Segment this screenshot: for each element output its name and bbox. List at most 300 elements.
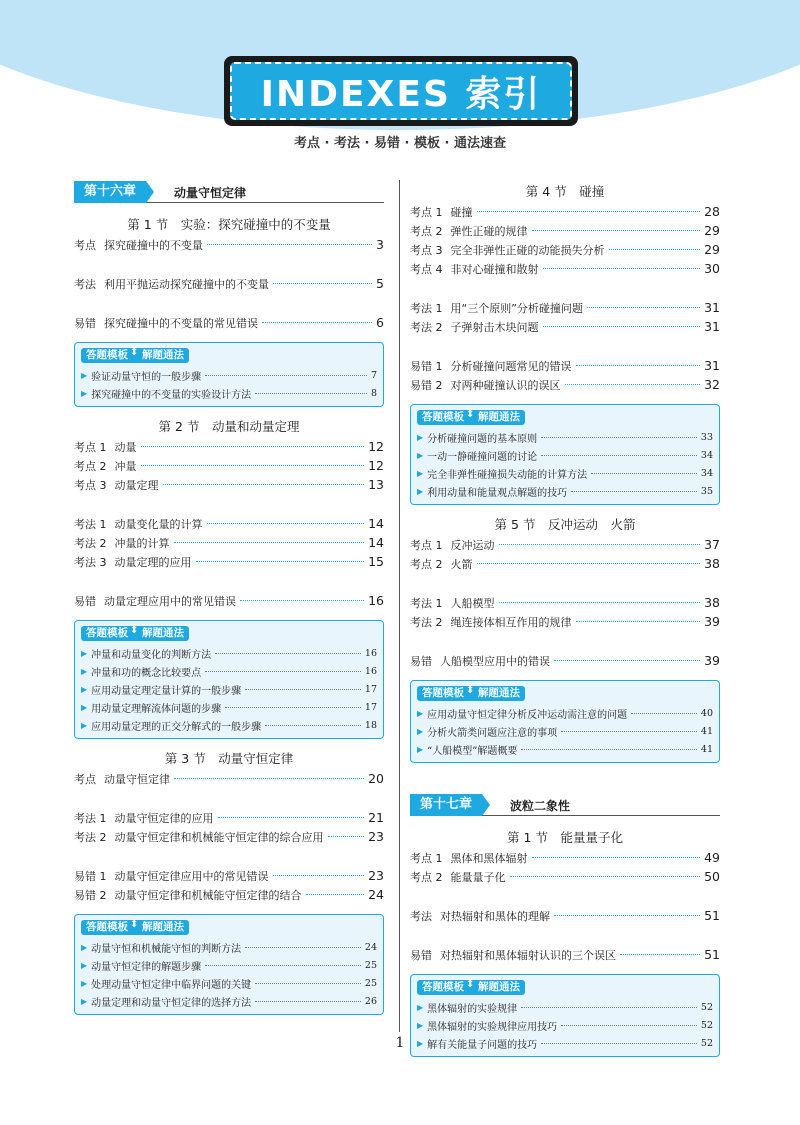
template-entry-title: 动量定理和动量守恒定律的选择方法 [91,997,252,1009]
chapter-tag: 第十六章 [74,181,146,203]
leader-dots [541,437,697,438]
leader-dots [521,749,697,750]
entry-label: 考法 2 [74,536,107,550]
leader-dots [576,621,701,622]
section-title: 第 1 节 实验：探究碰撞中的不变量 [127,217,331,232]
triangle-bullet-icon: ▶ [417,1002,424,1012]
template-entry-page: 26 [364,995,377,1007]
template-entry[interactable] [417,482,713,500]
entry-title: 动量定理 [114,478,159,492]
entry-page: 38 [704,556,720,571]
section-title: 第 3 节 动量守恒定律 [164,751,294,766]
entry-page: 23 [368,868,384,883]
template-entry[interactable] [417,428,713,446]
group-spacer [74,571,384,591]
entry-label: 考点 [74,238,96,252]
index-entry[interactable] [74,808,384,827]
entry-title: 动量守恒定律和机械能守恒定律的综合应用 [114,830,324,844]
template-entry[interactable] [417,1016,713,1034]
template-entry-title: 一动一静碰撞问题的讨论 [427,451,538,463]
template-label: 答题模板 [81,626,133,641]
entry-label: 考点 3 [74,478,107,492]
template-entry-page: 8 [370,387,377,399]
template-entry[interactable] [81,384,377,402]
entry-title: 冲量的计算 [114,536,170,550]
leader-dots [532,230,701,231]
entry-title: 分析碰撞问题常见的错误 [450,359,572,373]
triangle-bullet-icon: ▶ [417,1038,424,1048]
template-box-header [417,409,713,426]
leader-dots [141,465,365,466]
template-entry-title: 动量守恒定律的解题步骤 [91,961,202,973]
entry-label: 考点 4 [410,262,443,276]
group-spacer [74,293,384,313]
entry-label: 考法 2 [410,320,443,334]
template-box-header [81,919,377,936]
entry-label: 考法 2 [410,615,443,629]
template-entry[interactable] [417,704,713,722]
entry-page: 24 [368,887,384,902]
method-label: 解题通法 [473,980,525,995]
index-entry[interactable] [74,274,384,293]
section-title: 第 1 节 能量量子化 [507,830,623,845]
index-entry[interactable] [74,591,384,610]
triangle-bullet-icon: ▶ [417,432,424,442]
entry-title: 火箭 [450,557,473,571]
page-number: 1 [395,1035,405,1051]
triangle-bullet-icon: ▶ [417,744,424,754]
chapter-header [74,180,384,205]
leader-dots [273,875,365,876]
leader-dots [245,947,361,948]
leader-dots [532,857,701,858]
triangle-bullet-icon: ▶ [81,720,88,730]
index-entry[interactable] [74,313,384,332]
template-entry-title: 处理动量守恒定律中临界问题的关键 [91,979,252,991]
template-entry[interactable] [81,992,377,1010]
template-box [74,620,384,739]
leader-dots [163,484,365,485]
entry-page: 31 [704,358,720,373]
leader-dots [207,244,372,245]
leader-dots [541,455,697,456]
template-entry-page: 17 [364,701,377,713]
entry-page: 21 [368,810,384,825]
template-entry-page: 7 [370,369,377,381]
template-label: 答题模板 [417,980,469,995]
template-entry[interactable] [81,680,377,698]
index-entry[interactable] [410,593,720,612]
template-entry-page: 40 [700,707,713,719]
entry-page: 23 [368,829,384,844]
template-box [410,680,720,763]
template-entry-page: 25 [364,977,377,989]
entry-title: 探究碰撞中的不变量 [104,238,203,252]
template-box [74,342,384,407]
leader-dots [306,894,365,895]
entry-label: 考点 1 [74,440,107,454]
entry-title: 动量定理应用中的常见错误 [104,594,236,608]
index-entry[interactable] [74,533,384,552]
updown-arrow-icon [469,686,473,701]
entry-page: 20 [368,771,384,786]
index-entry[interactable] [410,356,720,375]
template-label: 答题模板 [417,410,469,425]
title-banner [224,56,578,126]
leader-dots [205,965,361,966]
entry-title: 探究碰撞中的不变量的常见错误 [104,316,258,330]
template-entry-title: 应用动量定理的正交分解式的一般步骤 [91,721,262,733]
chapter-title: 动量守恒定律 [174,186,247,200]
entry-label: 易错 2 [410,378,443,392]
template-label: 答题模板 [81,920,133,935]
template-entry-page: 18 [364,719,377,731]
leader-dots [225,707,361,708]
template-entry-title: 黑体辐射的实验规律 [427,1003,518,1015]
group-spacer [410,925,720,945]
method-label: 解题通法 [137,348,189,363]
index-entry[interactable] [74,514,384,533]
entry-label: 考点 2 [410,557,443,571]
leader-dots [543,268,701,269]
template-label: 答题模板 [81,348,133,363]
entry-label: 考点 2 [410,870,443,884]
template-entry-page: 25 [364,959,377,971]
updown-arrow-icon [133,348,137,363]
entry-page: 32 [704,377,720,392]
group-spacer [74,494,384,514]
leader-dots [543,326,701,327]
entry-page: 6 [376,315,384,330]
entry-page: 37 [704,537,720,552]
template-entry-title: 冲量和功的概念比较要点 [91,667,202,679]
template-entry[interactable] [81,938,377,956]
template-entry-page: 34 [700,467,713,479]
index-entry[interactable] [410,867,720,886]
template-entry[interactable] [417,998,713,1016]
leader-dots [262,322,372,323]
template-entry-title: 黑体辐射的实验规律应用技巧 [427,1021,558,1033]
leader-dots [328,836,365,837]
triangle-bullet-icon: ▶ [81,370,88,380]
index-entry[interactable] [410,554,720,573]
template-entry-page: 35 [700,485,713,497]
template-box-header [81,347,377,364]
method-label: 解题通法 [473,410,525,425]
entry-title: 利用平抛运动探究碰撞中的不变量 [104,277,269,291]
entry-title: 动量守恒定律应用中的常见错误 [114,869,269,883]
entry-page: 39 [704,653,720,668]
index-entry[interactable] [410,651,720,670]
leader-dots [561,731,697,732]
index-entry[interactable] [410,945,720,964]
entry-label: 易错 [74,316,96,330]
index-entry[interactable] [410,298,720,317]
entry-label: 考法 1 [74,811,107,825]
leader-dots [273,283,372,284]
template-entry[interactable] [81,644,377,662]
updown-arrow-icon [133,626,137,641]
triangle-bullet-icon: ▶ [417,708,424,718]
template-entry-page: 17 [364,683,377,695]
template-entry-page: 34 [700,449,713,461]
entry-label: 考点 [74,772,96,786]
entry-page: 29 [704,242,720,257]
template-entry[interactable] [81,662,377,680]
entry-page: 39 [704,614,720,629]
entry-title: 反冲运动 [450,538,495,552]
template-entry-title: “人船模型”解题概要 [427,745,518,757]
index-entry[interactable] [74,456,384,475]
leader-dots [609,249,701,250]
entry-page: 51 [704,947,720,962]
leader-dots [215,653,361,654]
entry-title: 动量守恒定律的应用 [114,811,214,825]
index-entry[interactable] [74,552,384,571]
group-spacer [410,573,720,593]
leader-dots [554,915,700,916]
triangle-bullet-icon: ▶ [417,726,424,736]
template-entry-title: 分析碰撞问题的基本原则 [427,433,538,445]
template-entry[interactable] [417,722,713,740]
index-entry[interactable] [410,202,720,221]
entry-label: 考点 3 [410,243,443,257]
index-entry[interactable] [74,866,384,885]
triangle-bullet-icon: ▶ [81,666,88,676]
leader-dots [240,600,364,601]
index-entry[interactable] [410,375,720,394]
template-entry-title: 用动量定理解流体问题的步骤 [91,703,222,715]
leader-dots [561,1025,697,1026]
entry-label: 考法 2 [74,830,107,844]
triangle-bullet-icon: ▶ [417,1020,424,1030]
entry-page: 30 [704,261,720,276]
updown-arrow-icon [469,410,473,425]
leader-dots [207,523,365,524]
entry-label: 易错 2 [74,888,107,902]
leader-dots [631,713,697,714]
index-entry[interactable] [410,535,720,554]
template-entry[interactable] [417,740,713,758]
method-label: 解题通法 [473,686,525,701]
template-entry[interactable] [81,974,377,992]
entry-label: 考点 1 [410,851,443,865]
entry-title: 碰撞 [450,205,473,219]
entry-title: 动量变化量的计算 [114,517,203,531]
template-entry-page: 16 [364,647,377,659]
leader-dots [265,725,361,726]
template-entry[interactable] [417,446,713,464]
group-spacer [410,336,720,356]
entry-label: 考法 [410,909,432,923]
right-column [410,180,720,1067]
entry-page: 14 [368,535,384,550]
triangle-bullet-icon: ▶ [81,648,88,658]
section-title: 第 4 节 碰撞 [525,184,605,199]
triangle-bullet-icon: ▶ [81,942,88,952]
updown-arrow-icon [133,920,137,935]
triangle-bullet-icon: ▶ [81,978,88,988]
triangle-bullet-icon: ▶ [417,486,424,496]
entry-page: 49 [704,850,720,865]
index-entry[interactable] [74,437,384,456]
index-entry[interactable] [74,475,384,494]
leader-dots [510,876,701,877]
leader-dots [620,954,700,955]
template-entry-title: 动量守恒和机械能守恒的判断方法 [91,943,242,955]
leader-dots [499,544,701,545]
index-entry[interactable] [410,259,720,278]
template-entry-title: 分析火箭类问题应注意的事项 [427,727,558,739]
leader-dots [521,1007,697,1008]
template-box-header [81,625,377,642]
entry-page: 12 [368,439,384,454]
chapter-tag: 第十七章 [410,794,482,816]
entry-title: 人船模型 [450,596,495,610]
entry-label: 考法 1 [74,517,107,531]
triangle-bullet-icon: ▶ [81,684,88,694]
template-entry-title: 验证动量守恒的一般步骤 [91,371,202,383]
entry-page: 13 [368,477,384,492]
leader-dots [255,393,367,394]
template-box [410,404,720,505]
index-entry[interactable] [74,827,384,846]
entry-title: 用“三个原则”分析碰撞问题 [450,301,583,315]
template-entry[interactable] [81,716,377,734]
leader-dots [255,1001,361,1002]
leader-dots [554,660,700,661]
entry-title: 对两种碰撞认识的误区 [450,378,561,392]
entry-label: 考法 1 [410,596,443,610]
entry-title: 人船模型应用中的错误 [440,654,550,668]
chapter-spacer [410,773,720,793]
leader-dots [205,671,361,672]
group-spacer [74,846,384,866]
entry-label: 易错 [74,594,96,608]
index-entry[interactable] [410,317,720,336]
entry-title: 能量量子化 [450,870,506,884]
leader-dots [477,211,701,212]
index-entry[interactable] [74,769,384,788]
entry-page: 28 [704,204,720,219]
index-entry[interactable] [410,848,720,867]
entry-label: 考法 [74,277,96,291]
leader-dots [196,561,365,562]
template-entry-title: 应用动量守恒定律分析反冲运动需注意的问题 [427,709,628,721]
entry-label: 易错 1 [410,359,443,373]
entry-title: 黑体和黑体辐射 [450,851,528,865]
leader-dots [141,446,365,447]
leader-dots [587,307,700,308]
entry-label: 考法 1 [410,301,443,315]
group-spacer [410,278,720,298]
leader-dots [565,384,701,385]
template-entry-page: 16 [364,665,377,677]
leader-dots [205,375,367,376]
chapter-title: 波粒二象性 [510,799,571,813]
left-column [74,180,384,1025]
section-title: 第 2 节 动量和动量定理 [158,419,300,434]
entry-label: 易错 [410,948,432,962]
index-entry[interactable] [410,221,720,240]
entry-page: 38 [704,595,720,610]
leader-dots [591,473,697,474]
entry-page: 12 [368,458,384,473]
template-entry[interactable] [81,698,377,716]
entry-title: 绳连接体相互作用的规律 [450,615,572,629]
entry-page: 51 [704,908,720,923]
template-entry-title: 利用动量和能量观点解题的技巧 [427,487,568,499]
template-entry[interactable] [81,366,377,384]
entry-page: 29 [704,223,720,238]
template-entry-title: 应用动量定理定量计算的一般步骤 [91,685,242,697]
group-spacer [410,886,720,906]
entry-page: 3 [376,237,384,252]
entry-title: 动量守恒定律 [104,772,170,786]
method-label: 解题通法 [137,920,189,935]
page-subtitle: 考点 · 考法 · 易错 · 模板 · 通法速查 [294,136,506,151]
entry-label: 考点 2 [410,224,443,238]
template-entry[interactable] [417,464,713,482]
triangle-bullet-icon: ▶ [81,702,88,712]
entry-title: 动量 [114,440,137,454]
leader-dots [245,689,361,690]
entry-label: 考法 3 [74,555,107,569]
updown-arrow-icon [469,980,473,995]
entry-page: 31 [704,300,720,315]
triangle-bullet-icon: ▶ [417,450,424,460]
entry-title: 非对心碰撞和散射 [450,262,539,276]
chapter-header [410,793,720,818]
template-entry-title: 探究碰撞中的不变量的实验设计方法 [91,389,252,401]
entry-label: 考点 2 [74,459,107,473]
template-entry-page: 52 [700,1037,713,1049]
template-box [74,914,384,1015]
entry-page: 31 [704,319,720,334]
template-entry-page: 41 [700,725,713,737]
entry-page: 14 [368,516,384,531]
entry-label: 易错 [410,654,432,668]
entry-page: 50 [704,869,720,884]
group-spacer [74,254,384,274]
leader-dots [499,602,701,603]
leader-dots [174,542,365,543]
leader-dots [255,983,361,984]
section-title: 第 5 节 反冲运动 火箭 [494,517,636,532]
method-label: 解题通法 [137,626,189,641]
index-entry[interactable] [410,240,720,259]
page-title: INDEXES 索引 [260,74,542,115]
template-entry-title: 完全非弹性碰撞损失动能的计算方法 [427,469,588,481]
entry-title: 子弹射击木块问题 [450,320,539,334]
template-box-header [417,685,713,702]
index-entry[interactable] [410,906,720,925]
entry-page: 16 [368,593,384,608]
entry-title: 完全非弹性正碰的动能损失分析 [450,243,605,257]
entry-page: 15 [368,554,384,569]
column-divider [399,180,400,1032]
index-entry[interactable] [74,885,384,904]
template-entry-title: 解有关能量子问题的技巧 [427,1039,538,1051]
leader-dots [174,778,364,779]
template-entry-title: 冲量和动量变化的判断方法 [91,649,212,661]
template-entry[interactable] [81,956,377,974]
index-entry[interactable] [74,235,384,254]
entry-title: 对热辐射和黑体辐射认识的三个误区 [440,948,616,962]
index-entry[interactable] [410,612,720,631]
leader-dots [571,491,697,492]
entry-page: 5 [376,276,384,291]
